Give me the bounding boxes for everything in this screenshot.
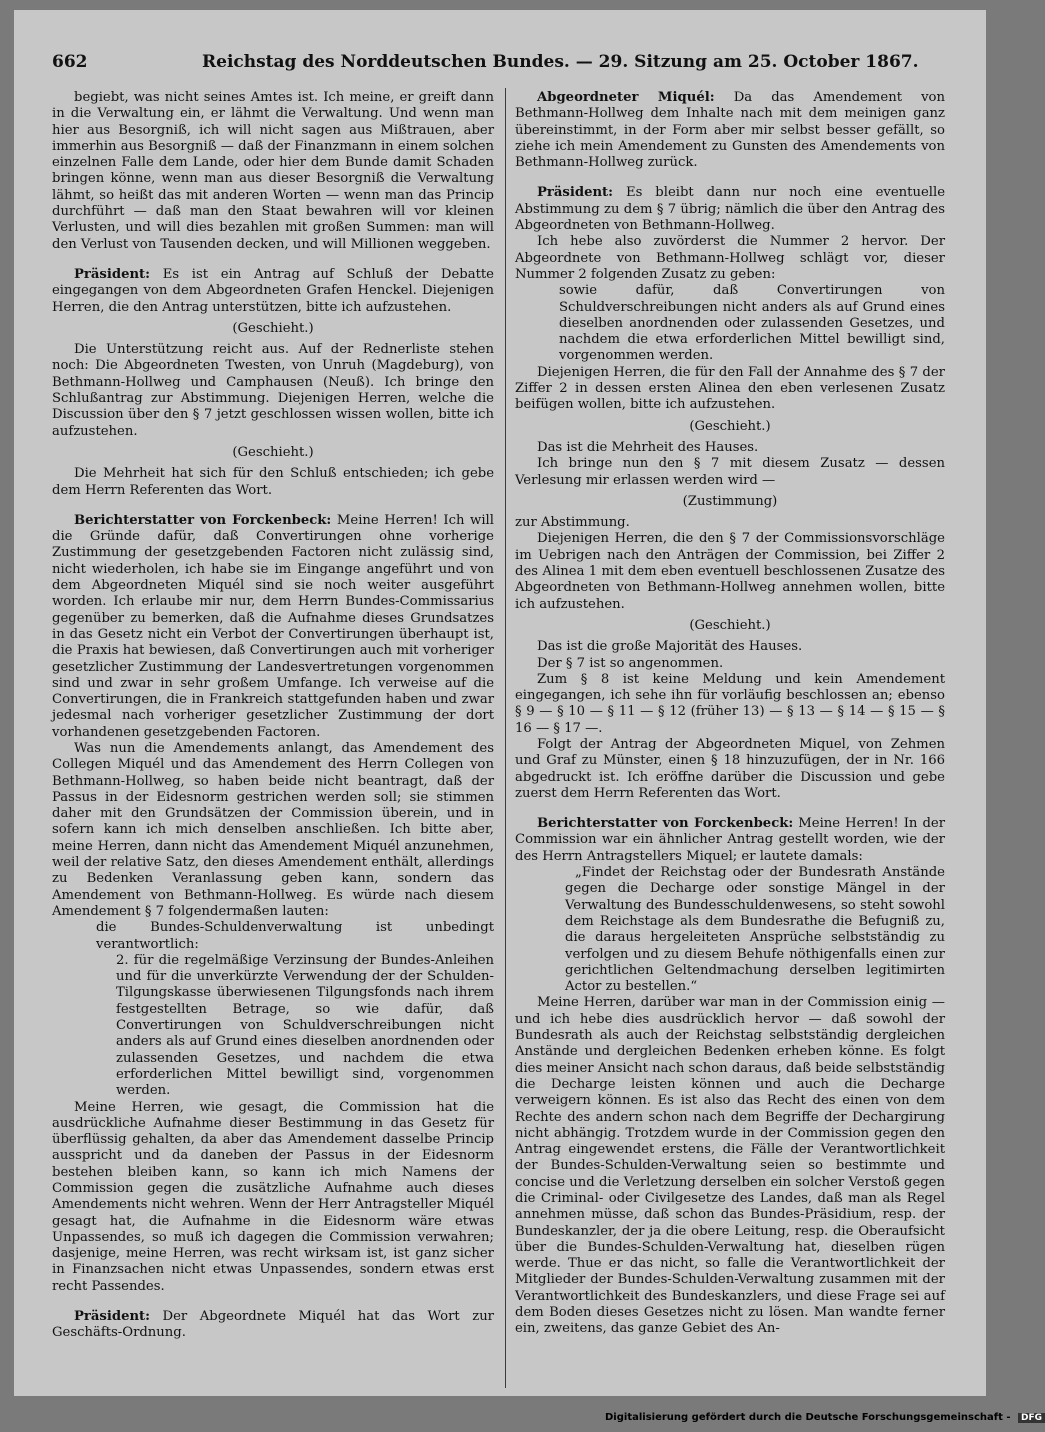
paragraph-text: sowie dafür, daß Convertirungen von Schuldverschreibungen nicht anders als auf Grund eines dieselben anordnenden oder zulassenden Gesetzes, und nachdem die etwa erforderlichen Mittel bewilligt sind, vorgenommen werden.: [559, 283, 945, 364]
paragraph: [515, 618, 945, 634]
page-number: 662: [52, 52, 88, 72]
footer-credit: [605, 1412, 1045, 1423]
speaker-name: Berichterstatter von Forckenbeck:: [537, 816, 794, 832]
paragraph-text: „Findet der Reichstag oder der Bundesrath Anstände gegen die Decharge oder sonstige Mängel in der Verwaltung des Bundesschuldenwesens, so steht sowohl dem Reichstage als dem Bundesrathe die Befugniß zu, die daraus hergeleiteten Ansprüche selbstständig zu verfolgen und zu diesem Behufe nöthigenfalls einen zur gerichtlichen Geltendmachung derselben legitimirten Actor zu bestellen.“: [565, 865, 945, 995]
paragraph: [52, 267, 494, 316]
paragraph: [52, 90, 494, 253]
paragraph-text: die Bundes-Schuldenverwaltung ist unbedingt verantwortlich:: [96, 920, 494, 952]
footer-text: Digitalisierung gefördert durch die Deutsche Forschungsgemeinschaft -: [605, 1412, 1011, 1423]
paragraph-text: Da das Amendement von Bethmann-Hollweg dem Inhalte nach mit dem meinigen ganz übereinstimmt, in der Form aber mir selbst besser gefällt, so ziehe ich mein Amendement zu Gunsten des Amendements von Bethmann-Hollweg zurück.: [515, 90, 945, 171]
paragraph: [515, 456, 945, 489]
paragraph: [515, 737, 945, 802]
paragraph: [515, 440, 945, 456]
paragraph-text: Ich bringe nun den § 7 mit diesem Zusatz — dessen Verlesung mir erlassen werden wird —: [515, 456, 945, 488]
paragraph-text: Folgt der Antrag der Abgeordneten Miquel, von Zehmen und Graf zu Münster, einen § 18 hinzuzufügen, der in Nr. 166 abgedruckt ist. Ich eröffne darüber die Discussion und gebe zuerst dem Herrn Referenten das Wort.: [515, 736, 945, 801]
paragraph: [515, 531, 945, 612]
paragraph-text: Die Mehrheit hat sich für den Schluß entschieden; ich gebe dem Herrn Referenten das Wort.: [52, 466, 494, 498]
paragraph: [515, 494, 945, 510]
paragraph-text: Der Abgeordnete Miquél hat das Wort zur Geschäfts-Ordnung.: [52, 1309, 494, 1341]
paragraph-text: Es ist ein Antrag auf Schluß der Debatte eingegangen von dem Abgeordneten Grafen Henckel. Diejenigen Herren, die den Antrag unterstützen, bitte ich aufzustehen.: [52, 266, 494, 315]
paragraph: [515, 365, 945, 414]
paragraph-text: (Zustimmung): [682, 493, 778, 509]
right-column: [515, 90, 945, 1338]
paragraph: [515, 639, 945, 655]
paragraph-text: (Geschieht.): [689, 617, 771, 633]
paragraph-text: begiebt, was nicht seines Amtes ist. Ich meine, er greift dann in die Verwaltung ein, er lähmt die Verwaltung. Und wenn man hier aus Besorgniß, ich will nicht sagen aus Mißtrauen, aber immerhin aus Besorgniß — daß der Finanzmann in einem solchen einzelnen Falle dem Lande, oder hier dem Bunde damit Schaden bringen könne, wenn man aus dieser Besorgniß die Verwaltung lähmt, so heißt das mit anderen Worten — wenn man das Princip durchführt — daß man den Staat bewahren will vor kleinen Verlusten, und will dies bezahlen mit großen Summen: man will den Verlust von Tausenden decken, und will Millionen weggeben.: [52, 90, 494, 252]
paragraph: [515, 656, 945, 672]
paragraph-text: (Geschieht.): [689, 418, 771, 434]
paragraph-text: Meine Herren! In der Commission war ein ähnlicher Antrag gestellt worden, wie der des Herrn Antragstellers Miquel; er lautete damals:: [515, 816, 945, 864]
paragraph: [52, 466, 494, 499]
left-column: [52, 90, 494, 1342]
paragraph: [52, 1100, 494, 1296]
paragraph: [52, 741, 494, 920]
paragraph: [515, 90, 945, 171]
paragraph: [96, 920, 494, 953]
paragraph: [515, 995, 945, 1337]
paragraph-text: zur Abstimmung.: [515, 515, 630, 531]
speaker-name: Abgeordneter Miquél:: [537, 90, 715, 105]
running-title: Reichstag des Norddeutschen Bundes. — 29. Sitzung am 25. October 1867.: [202, 52, 919, 72]
paragraph-text: (Geschieht.): [232, 444, 314, 460]
paragraph: [52, 445, 494, 461]
paragraph-text: Diejenigen Herren, die für den Fall der Annahme des § 7 der Ziffer 2 in dessen ersten Alinea den eben verlesenen Zusatz beifügen wollen, bitte ich aufzustehen.: [515, 364, 945, 413]
speaker-name: Berichterstatter von Forckenbeck:: [74, 512, 332, 528]
dfg-logo: DFG: [1018, 1413, 1045, 1423]
paragraph: [515, 419, 945, 435]
speaker-name: Präsident:: [74, 266, 151, 282]
paragraph: [515, 672, 945, 737]
paragraph: [52, 342, 494, 440]
speaker-name: Präsident:: [74, 1309, 151, 1325]
paragraph-text: Was nun die Amendements anlangt, das Amendement des Collegen Miquél und das Amendement des Herrn Collegen von Bethmann-Hollweg, so haben beide nicht beantragt, daß der Passus in der Eidesnorm gestrichen werden soll; sie stimmen daher mit den Grundsätzen der Commission überein, und in sofern kann ich mich denselben anschließen. Ich bitte aber, meine Herren, dann nicht das Amendement Miquél anzunehmen, weil der relative Satz, den dieses Amendement enthält, allerdings zu Bedenken Veranlassung geben kann, sondern das Amendement von Bethmann-Hollweg. Es würde nach diesem Amendement § 7 folgendermaßen lauten:: [52, 740, 494, 919]
speaker-name: Präsident:: [537, 185, 614, 201]
paragraph-text: 2. für die regelmäßige Verzinsung der Bundes-Anleihen und für die unverkürzte Verwendung der der Schulden-Tilgungskasse überwiesenen Tilgungsfonds nach ihrem festgestellten Betrage, so wie dafür, daß Convertirungen von Schuldverschreibungen nicht anders als auf Grund eines dieselben anordnenden oder zulassenden Gesetzes, und nachdem die etwa erforderlichen Mittel bewilligt sind, vorgenommen werden.: [116, 952, 494, 1099]
paragraph: [515, 515, 945, 531]
paragraph: [52, 1309, 494, 1342]
paragraph: [116, 953, 494, 1100]
paragraph-text: Meine Herren, wie gesagt, die Commission hat die ausdrückliche Aufnahme dieser Bestimmung in das Gesetz für überflüssig gehalten, da aber das Amendement dasselbe Princip ausspricht und da daneben der Passus in der Eidesnorm bestehen bleiben kann, so kann ich mich Namens der Commission gegen die zusätzliche Aufnahme auch dieses Amendements nicht wehren. Wenn der Herr Antragsteller Miquél gesagt hat, die Aufnahme in die Eidesnorm wäre etwas Unpassendes, so muß ich dagegen die Commission verwahren; dasjenige, meine Herren, was recht wirksam ist, ist ganz sicher in Finanzsachen nicht etwas Unpassendes, sondern etwas erst recht Passendes.: [52, 1099, 494, 1294]
paragraph-text: Das ist die große Majorität des Hauses.: [537, 639, 803, 655]
paragraph: [52, 513, 494, 741]
paragraph: [515, 185, 945, 234]
page-header: [52, 46, 982, 76]
paragraph: [52, 321, 494, 337]
column-divider: [505, 88, 506, 1388]
paragraph-text: Ich hebe also zuvörderst die Nummer 2 hervor. Der Abgeordnete von Bethmann-Hollweg schlägt vor, dieser Nummer 2 folgenden Zusatz zu geben:: [515, 234, 945, 282]
paragraph-text: Meine Herren, darüber war man in der Commission einig — und ich hebe dies ausdrücklich hervor — daß sowohl der Bundesrath als auch der Reichstag selbstständig dergleichen Anstände und dergleichen Bedenken erheben könne. Es folgt dies meiner Ansicht nach schon daraus, daß beide selbstständig die Decharge leisten können und auch die Decharge verweigern können. Es ist also das Recht des einen von dem Rechte des andern schon nach dem Begriffe der Dechargirung nicht abhängig. Trotzdem wurde in der Commission gegen den Antrag eingewendet erstens, die Fälle der Verantwortlichkeit der Bundes-Schulden-Verwaltung seien so bestimmte und concise und die Verletzung derselben ein solcher Verstoß gegen die Criminal- oder Civilgesetze des Landes, daß man als Regel annehmen müsse, daß schon das Bundes-Präsidium, resp. der Bundeskanzler, der ja die obere Leitung, resp. die Oberaufsicht über die Bundes-Schulden-Verwaltung hat, dieselben rügen werde. Thue er das nicht, so falle die Verantwortlichkeit der Mitglieder der Bundes-Schulden-Verwaltung zusammen mit der Verantwortlichkeit des Bundeskanzlers, und diese Frage sei auf dem Boden dieses Gesetzes nicht zu lösen. Man wandte ferner ein, zweitens, das ganze Gebiet des An-: [515, 995, 945, 1337]
paragraph-text: Es bleibt dann nur noch eine eventuelle Abstimmung zu dem § 7 übrig; nämlich die über den Antrag des Abgeordneten von Bethmann-Hollweg.: [515, 185, 945, 234]
paragraph-text: Der § 7 ist so angenommen.: [537, 655, 724, 671]
paragraph-text: Zum § 8 ist keine Meldung und kein Amendement eingegangen, ich sehe ihn für vorläufig beschlossen an; ebenso § 9 — § 10 — § 11 — § 12 (früher 13) — § 13 — § 14 — § 15 — § 16 — § 17 —.: [515, 671, 945, 736]
paragraph-text: Die Unterstützung reicht aus. Auf der Rednerliste stehen noch: Die Abgeordneten Twesten, von Unruh (Magdeburg), von Bethmann-Hollweg und Camphausen (Neuß). Ich bringe den Schlußantrag zur Abstimmung. Diejenigen Herren, welche die Discussion über den § 7 jetzt geschlossen wissen wollen, bitte ich aufzustehen.: [52, 342, 494, 439]
paragraph-text: Diejenigen Herren, die den § 7 der Commissionsvorschläge im Uebrigen nach den Anträgen der Commission, bei Ziffer 2 des Alinea 1 mit dem eben eventuell beschlossenen Zusatze des Abgeordneten von Bethmann-Hollweg annehmen wollen, bitte ich aufzustehen.: [515, 531, 945, 612]
paragraph: [515, 234, 945, 283]
paragraph: [515, 816, 945, 865]
paragraph-text: (Geschieht.): [232, 320, 314, 336]
paragraph-text: Meine Herren! Ich will die Gründe dafür, daß Convertirungen ohne vorherige Zustimmung der gesetzgebenden Factoren nicht zulässig sind, nicht wiederholen, ich habe sie im Eingange angeführt und von dem Abgeordneten Miquél sind sie noch weiter ausgeführt worden. Ich erlaube mir nur, dem Herrn Bundes-Commissarius gegenüber zu bemerken, daß die Aufnahme dieses Grundsatzes in das Gesetz nicht ein Verbot der Convertirungen überhaupt ist, die Praxis hat bewiesen, daß Convertirungen auch mit vorheriger gesetzlicher Zustimmung der Landesvertretungen vorgenommen sind und zwar in sehr großem Umfange. Ich verweise auf die Convertirungen, die in Frankreich stattgefunden haben und zwar jedesmal nach vorheriger gesetzlicher Zustimmung der dort vorhandenen gesetzgebenden Factoren.: [52, 512, 494, 740]
paragraph-text: Das ist die Mehrheit des Hauses.: [537, 439, 759, 455]
paragraph: [559, 283, 945, 364]
paragraph: [565, 865, 945, 995]
